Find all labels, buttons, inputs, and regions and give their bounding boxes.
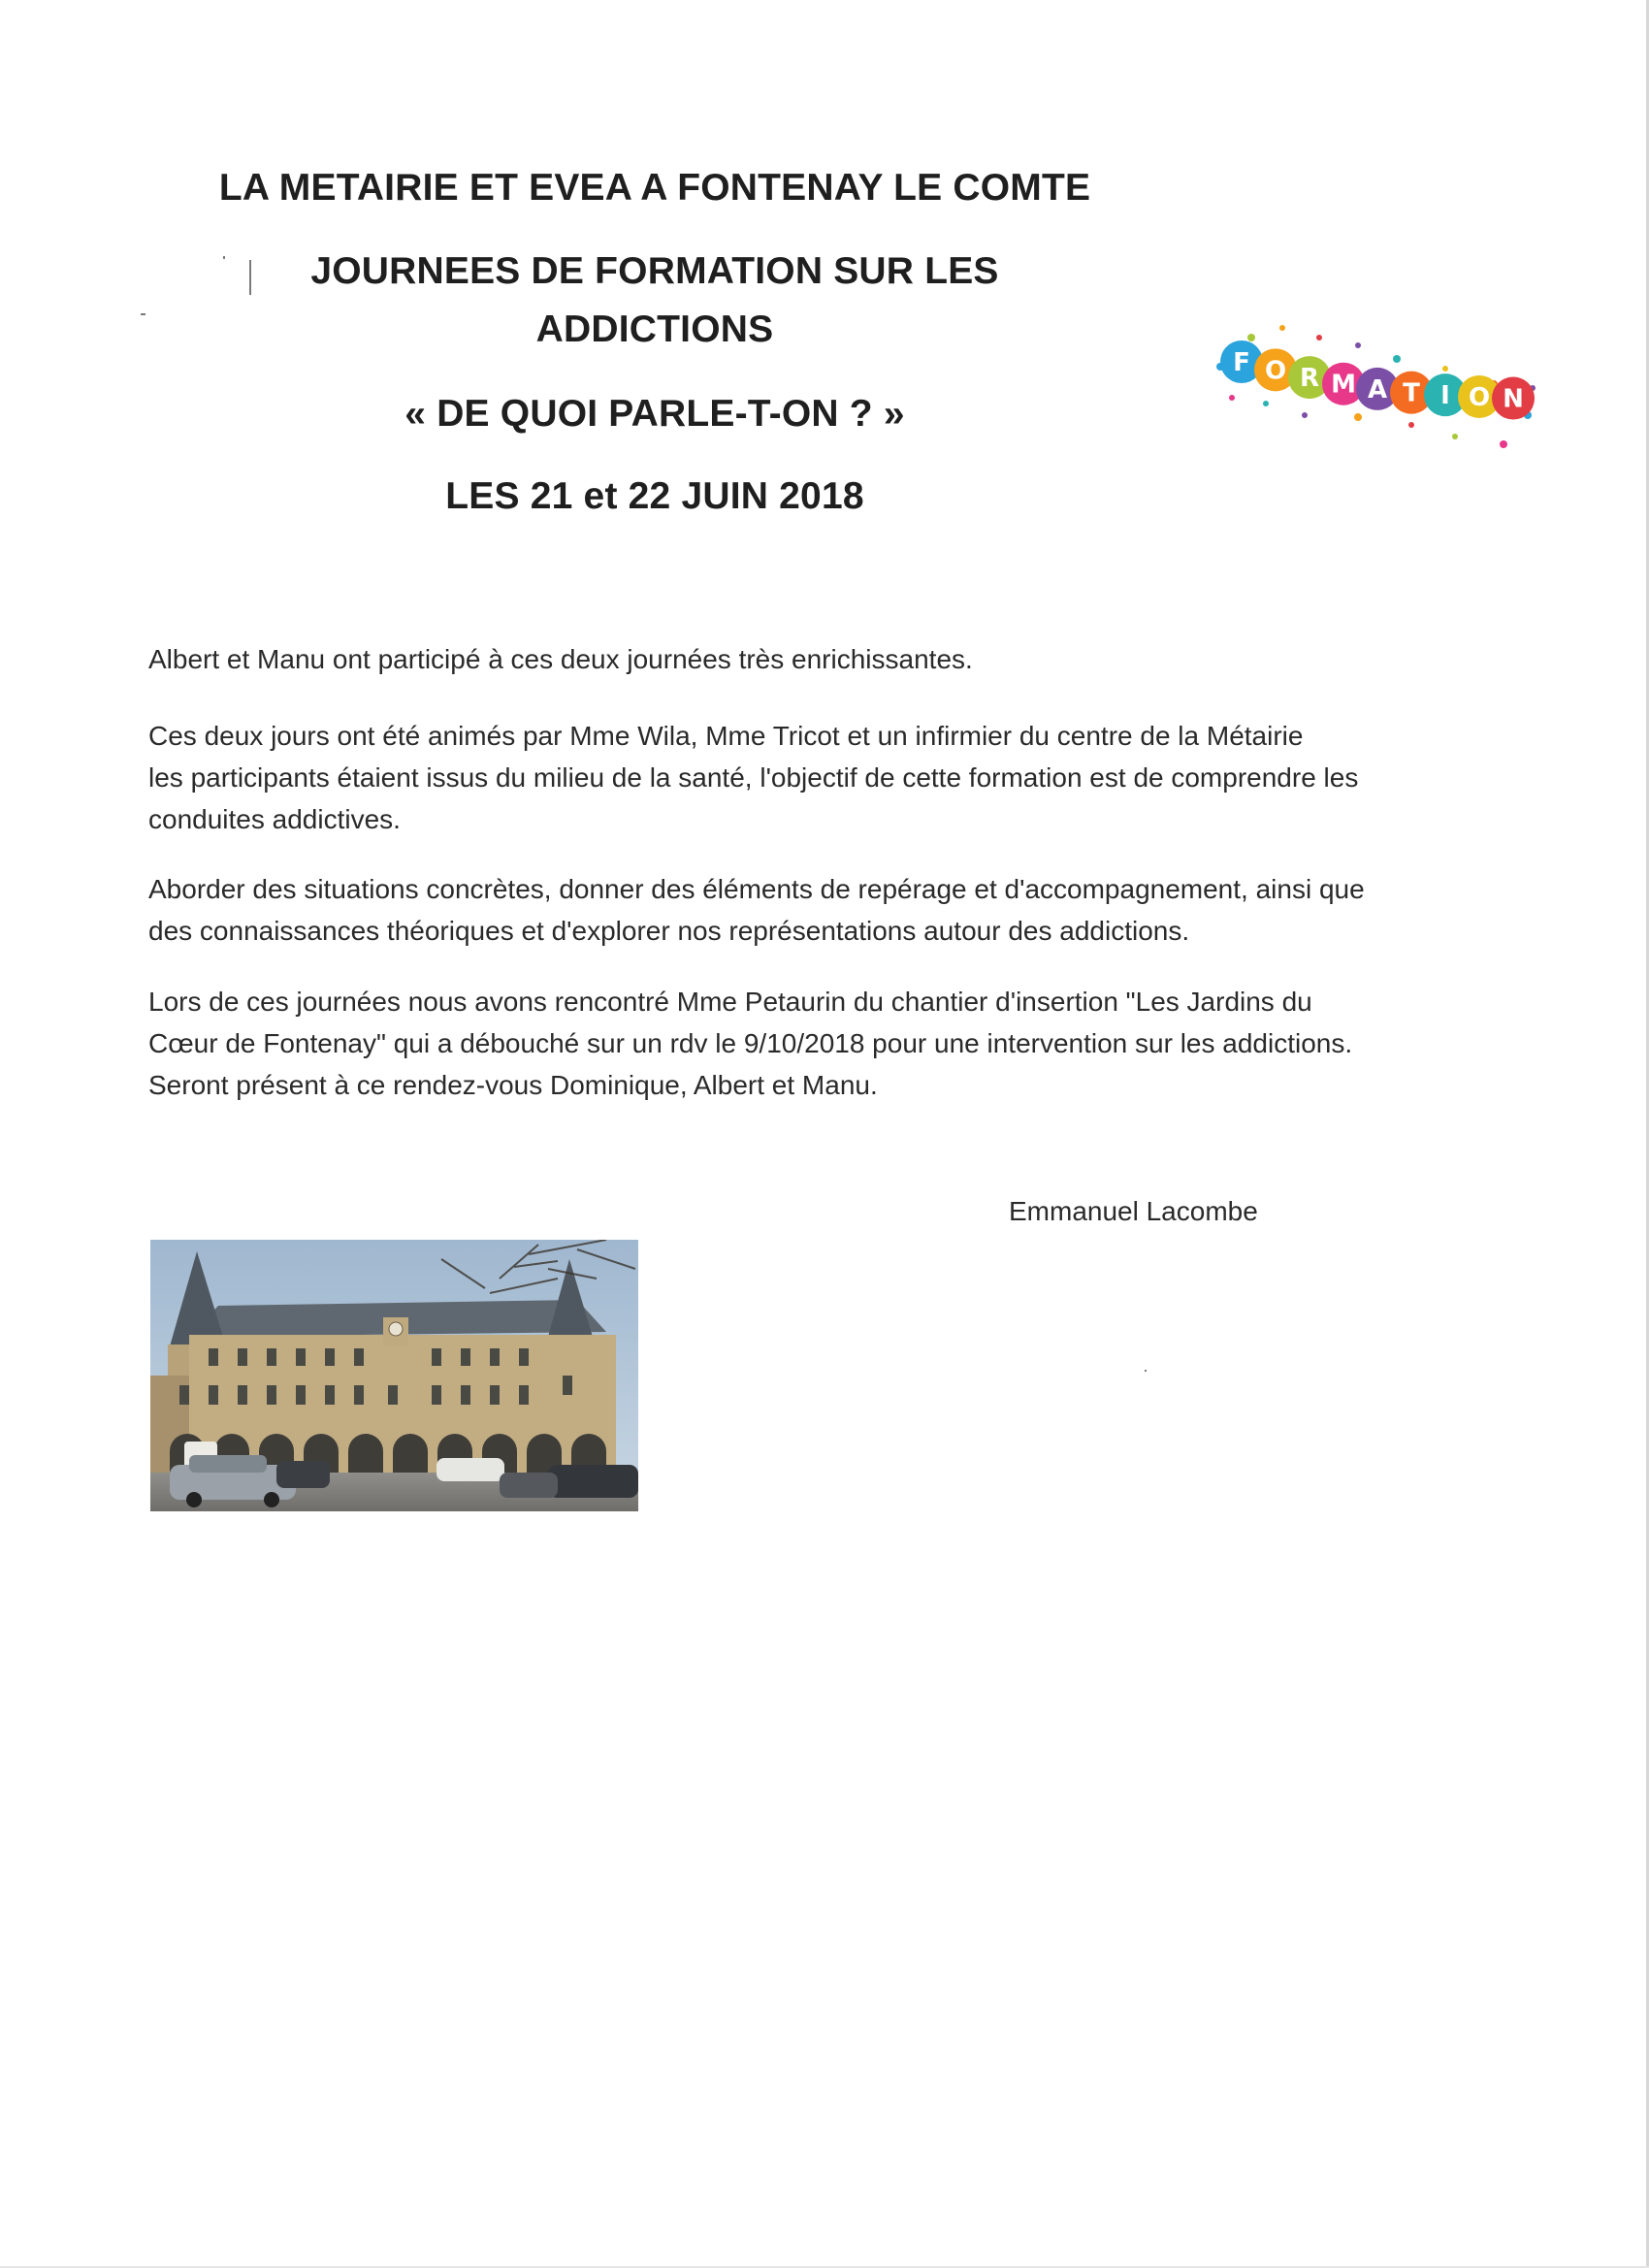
- logo-letter: O: [1468, 382, 1491, 412]
- scan-mark: [223, 256, 225, 259]
- document-subtitle-line-1: JOURNEES DE FORMATION SUR LES: [310, 250, 999, 292]
- paragraph-meeting: [148, 981, 1506, 1106]
- document-date-title: LES 21 et 22 JUIN 2018: [445, 475, 864, 517]
- paragraph-line: Lors de ces journées nous avons rencontré Mme Petaurin du chantier d'insertion "Les Jardins du: [148, 987, 1312, 1017]
- paragraph-animators: [148, 715, 1506, 840]
- logo-letter: A: [1367, 374, 1388, 405]
- paragraph-line: Aborder des situations concrètes, donner des éléments de repérage et d'accompagnement, ainsi que: [148, 874, 1365, 904]
- paragraph-line: Ces deux jours ont été animés par Mme Wila, Mme Tricot et un infirmier du centre de la Métairie: [148, 721, 1304, 751]
- scan-mark: [249, 260, 251, 295]
- formation-logo: [1212, 308, 1542, 464]
- logo-letter: F: [1233, 348, 1250, 377]
- logo-letter: M: [1331, 370, 1356, 400]
- logo-letter: T: [1403, 378, 1420, 408]
- document-title: LA METAIRIE ET EVEA A FONTENAY LE COMTE: [218, 167, 1091, 209]
- scan-mark: [1145, 1370, 1147, 1372]
- paragraph-line: Albert et Manu ont participé à ces deux journées très enrichissantes.: [148, 644, 973, 674]
- paragraph-line: les participants étaient issus du milieu de la santé, l'objectif de cette formation est de comprendre les: [148, 762, 1359, 793]
- paragraph-objectives: [148, 868, 1506, 952]
- paragraph-line: Cœur de Fontenay" qui a débouché sur un rdv le 9/10/2018 pour une intervention sur les addictions.: [148, 1028, 1353, 1058]
- paragraph-line: des connaissances théoriques et d'explorer nos représentations autour des addictions.: [148, 916, 1190, 946]
- logo-letter: N: [1503, 384, 1524, 414]
- scan-mark: [141, 313, 146, 315]
- author-signature: Emmanuel Lacombe: [1009, 1196, 1258, 1226]
- paragraph-participation: [148, 638, 1506, 680]
- document-subtitle-line-2: ADDICTIONS: [535, 308, 774, 350]
- logo-letter-balloons: [1220, 340, 1535, 420]
- logo-letter: O: [1264, 356, 1287, 386]
- paragraph-line: conduites addictives.: [148, 804, 401, 834]
- logo-letter: I: [1440, 381, 1450, 411]
- document-question-title: « DE QUOI PARLE-T-ON ? »: [404, 393, 905, 435]
- logo-letter-balloon: [1492, 377, 1535, 420]
- paragraph-line: Seront présent à ce rendez-vous Dominique, Albert et Manu.: [148, 1070, 878, 1100]
- building-courtyard-photo: [150, 1240, 638, 1511]
- logo-letter: R: [1299, 364, 1320, 394]
